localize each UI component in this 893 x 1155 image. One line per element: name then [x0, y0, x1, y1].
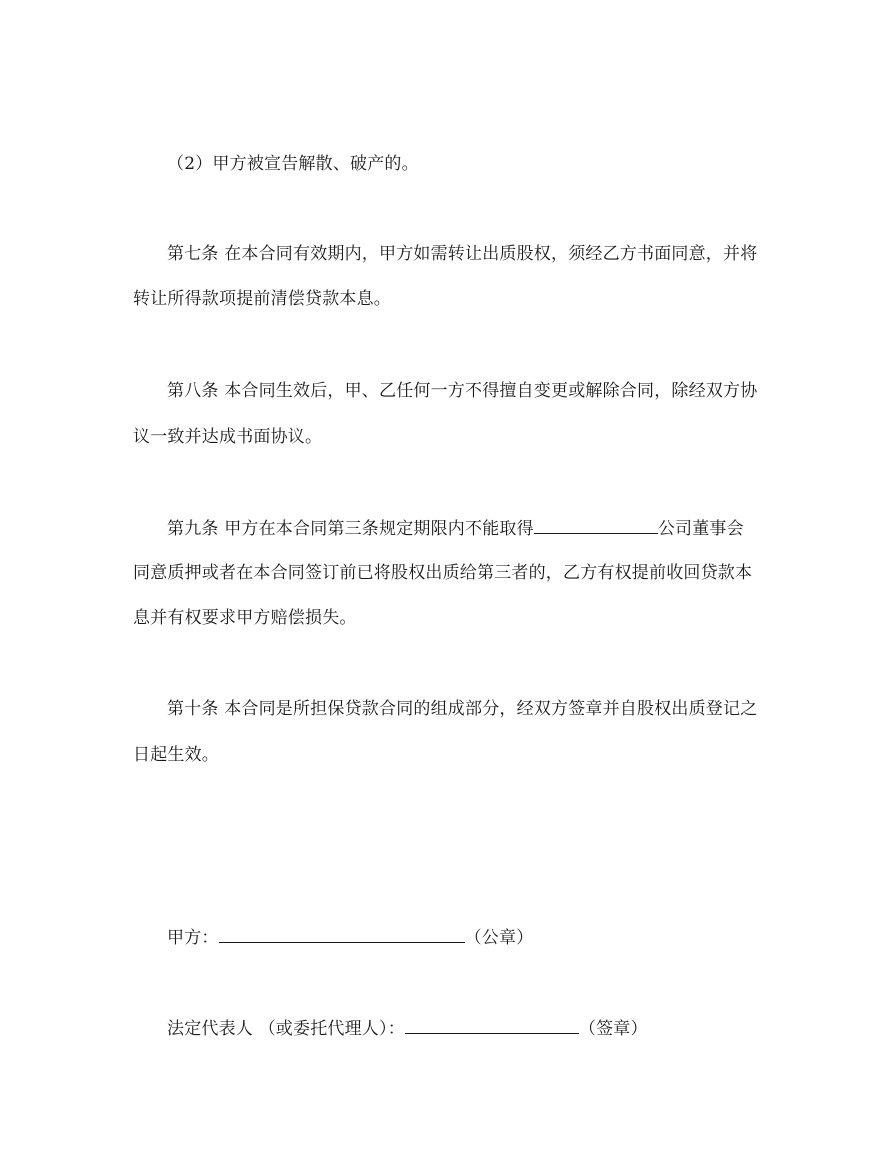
- party-a-signature-line: [167, 926, 533, 949]
- article-8-line-1: 第八条 本合同生效后，甲、乙任何一方不得擅自变更或解除合同，除经双方协: [167, 381, 758, 401]
- party-a-blank[interactable]: [219, 926, 465, 943]
- article-10-line-1: 第十条 本合同是所担保贷款合同的组成部分，经双方签章并自股权出质登记之: [167, 699, 758, 719]
- party-a-seal: （公章）: [464, 928, 534, 948]
- article-9-line-2: 同意质押或者在本合同签订前已将股权出质给第三者的，乙方有权提前收回贷款本: [133, 563, 753, 583]
- article-8-line-2: 议一致并达成书面协议。: [133, 427, 323, 447]
- company-name-blank[interactable]: [534, 517, 658, 534]
- article-9-line-3: 息并有权要求甲方赔偿损失。: [133, 608, 357, 628]
- article-7-line-1: 第七条 在本合同有效期内，甲方如需转让出质股权，须经乙方书面同意，并将: [167, 244, 758, 264]
- clause-item-2: （2）甲方被宣告解散、破产的。: [167, 154, 419, 174]
- article-9-line-1: [167, 517, 744, 540]
- representative-signature-line: [167, 1017, 648, 1040]
- article-10-line-2: 日起生效。: [133, 745, 219, 765]
- article-9-text-before-blank: 第九条 甲方在本合同第三条规定期限内不能取得: [167, 519, 534, 539]
- article-7-line-2: 转让所得款项提前清偿贷款本息。: [133, 289, 391, 309]
- representative-seal: （签章）: [578, 1019, 648, 1039]
- representative-label: 法定代表人 （或委托代理人）：: [167, 1019, 405, 1039]
- representative-blank[interactable]: [405, 1017, 579, 1034]
- party-a-label: 甲方：: [167, 928, 219, 948]
- article-9-text-after-blank: 公司董事会: [657, 519, 744, 539]
